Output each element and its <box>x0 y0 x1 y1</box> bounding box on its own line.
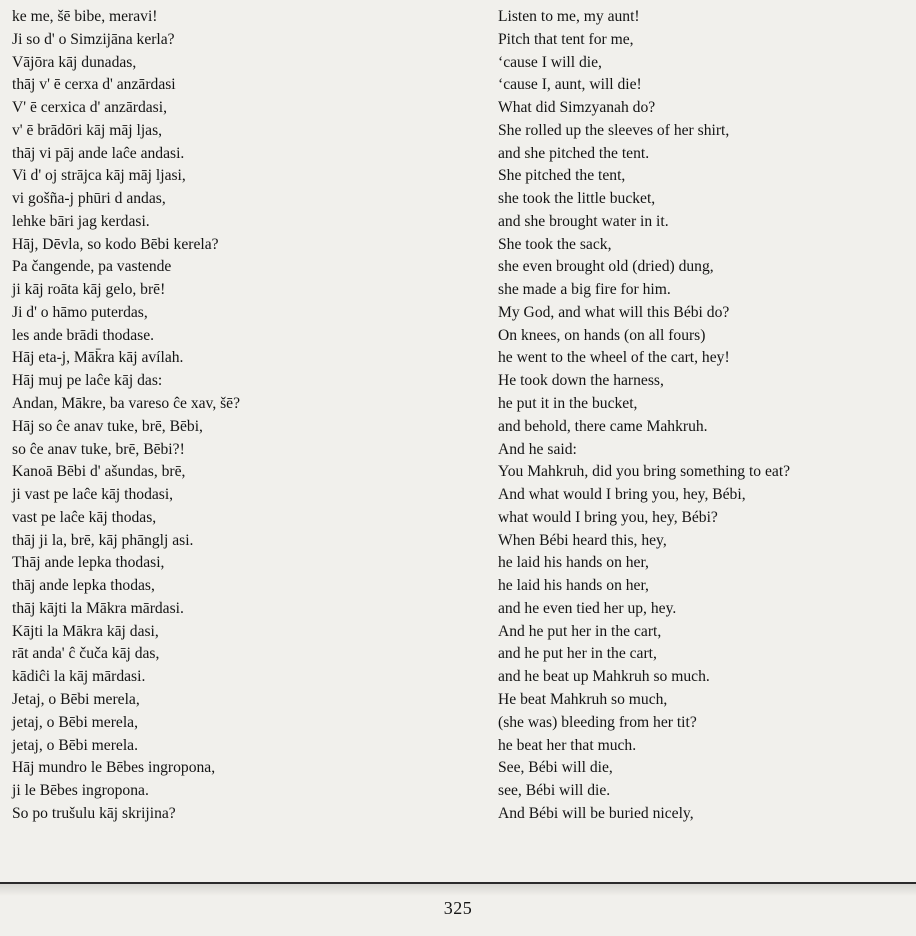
english-verse-line: When Bébi heard this, hey, <box>498 531 667 549</box>
romani-verse-line: ji kāj roāta kāj gelo, brē! <box>12 281 166 299</box>
english-verse-line: And he put her in the cart, <box>498 622 662 640</box>
romani-verse-line: Vājōra kāj dunadas, <box>12 53 137 71</box>
english-verse-line: Pitch that tent for me, <box>498 30 634 48</box>
romani-verse-line: Ji d' o hāmo puterdas, <box>12 303 148 321</box>
english-verse-line: See, Bébi will die, <box>498 759 613 777</box>
english-verse-line: He beat Mahkruh so much, <box>498 690 668 708</box>
english-verse-line: and he even tied her up, hey. <box>498 599 677 617</box>
romani-verse-line: So po trušulu kāj skrijina? <box>12 804 176 822</box>
romani-verse-line: ji le Bēbes ingropona. <box>12 782 149 800</box>
english-verse-line: ‘cause I, aunt, will die! <box>498 76 642 94</box>
english-verse-line: She pitched the tent, <box>498 167 626 185</box>
romani-verse-line: Ji so d' o Simzijāna kerla? <box>12 30 175 48</box>
english-verse-line: and behold, there came Mahkruh. <box>498 417 708 435</box>
english-verse-line: He took down the harness, <box>498 372 664 390</box>
romani-verse-line: les ande brādi thodase. <box>12 326 155 344</box>
romani-verse-line: jetaj, o Bēbi merela, <box>12 713 138 731</box>
romani-verse-line: ji vast pe laĉe kāj thodasi, <box>12 486 174 504</box>
english-verse-line: She took the sack, <box>498 235 612 253</box>
english-verse-line: and he beat up Mahkruh so much. <box>498 668 710 686</box>
english-verse-line: and she brought water in it. <box>498 212 669 230</box>
romani-verse-line: V' ē cerxica d' anzārdasi, <box>12 99 167 117</box>
english-verse-line: she took the little bucket, <box>498 190 656 208</box>
english-translation-column <box>498 6 914 826</box>
english-verse-line: he laid his hands on her, <box>498 577 649 595</box>
romani-text-column <box>12 6 482 826</box>
english-verse-line: My God, and what will this Bébi do? <box>498 303 730 321</box>
romani-verse-line: Hāj mundro le Bēbes ingropona, <box>12 759 216 777</box>
romani-verse-line: thāj ji la, brē, kāj phānglj asi. <box>12 531 194 549</box>
romani-verse-line: Hāj muj pe laĉe kāj das: <box>12 372 163 390</box>
english-verse-line: she even brought old (dried) dung, <box>498 258 714 276</box>
english-verse-line: he put it in the bucket, <box>498 395 638 413</box>
romani-verse-line: Jetaj, o Bēbi merela, <box>12 690 140 708</box>
romani-verse-line: Andan, Mākre, ba vareso ĉe xav, šē? <box>12 395 241 413</box>
romani-verse-line: ke me, šē bibe, meravi! <box>12 8 158 25</box>
romani-verse-line: kādiĉi la kāj mārdasi. <box>12 668 146 686</box>
english-verse-line: And Bébi will be buried nicely, <box>498 804 694 822</box>
page-gutter-shadow <box>0 884 916 896</box>
romani-verse-line: vi gošña-j phūri d andas, <box>12 190 166 208</box>
english-verse-line: she made a big fire for him. <box>498 281 671 299</box>
romani-verse-line: thāj vi pāj ande laĉe andasi. <box>12 144 185 162</box>
romani-verse-line: Kanoā Bēbi d' ašundas, brē, <box>12 463 186 481</box>
romani-verse-line: thāj kājti la Mākra mārdasi. <box>12 599 184 617</box>
romani-verse-line: Hāj so ĉe anav tuke, brē, Bēbi, <box>12 417 203 435</box>
romani-verse-line: vast pe laĉe kāj thodas, <box>12 508 157 526</box>
page-number: 325 <box>443 898 473 918</box>
romani-verse-line: thāj v' ē cerxa d' anzārdasi <box>12 76 176 94</box>
romani-verse-line: jetaj, o Bēbi merela. <box>12 736 138 754</box>
english-verse-line: and he put her in the cart, <box>498 645 657 663</box>
english-verse-line: (she was) bleeding from her tit? <box>498 713 697 731</box>
english-verse-line: Listen to me, my aunt! <box>498 8 640 25</box>
english-verse-line: And he said: <box>498 440 577 458</box>
english-verse-line: he went to the wheel of the cart, hey! <box>498 349 730 367</box>
romani-verse-line: Hāj, Dēvla, so kodo Bēbi kerela? <box>12 235 219 253</box>
romani-verse-line: lehke bāri jag kerdasi. <box>12 212 150 230</box>
english-verse-line: ‘cause I will die, <box>498 53 602 71</box>
romani-verse-line: Thāj ande lepka thodasi, <box>12 554 165 572</box>
english-verse-line: What did Simzyanah do? <box>498 99 656 117</box>
romani-verse-line: so ĉe anav tuke, brē, Bēbi?! <box>12 440 185 458</box>
romani-verse-line: v' ē brādōri kāj māj ljas, <box>12 121 163 139</box>
romani-verse-line: Hāj eta-j, Māk̄ra kāj avílah. <box>12 349 184 367</box>
english-verse-line: You Mahkruh, did you bring something to eat? <box>498 463 791 481</box>
english-verse-line: he beat her that much. <box>498 736 637 754</box>
english-verse-line: and she pitched the tent. <box>498 144 650 162</box>
romani-verse-line: Kājti la Mākra kāj dasi, <box>12 622 159 640</box>
english-verse-line: And what would I bring you, hey, Bébi, <box>498 486 746 504</box>
romani-verse-line: rāt anda' ĉ čuča kāj das, <box>12 645 160 663</box>
romani-verse-line: Pa čangende, pa vastende <box>12 258 172 276</box>
romani-verse-line: Vi d' oj strājca kāj māj ljasi, <box>12 167 186 185</box>
english-verse-line: She rolled up the sleeves of her shirt, <box>498 121 730 139</box>
romani-verse-line: thāj ande lepka thodas, <box>12 577 155 595</box>
english-verse-line: see, Bébi will die. <box>498 782 611 800</box>
english-verse-line: he laid his hands on her, <box>498 554 649 572</box>
english-verse-line: On knees, on hands (on all fours) <box>498 326 706 344</box>
english-verse-line: what would I bring you, hey, Bébi? <box>498 508 718 526</box>
